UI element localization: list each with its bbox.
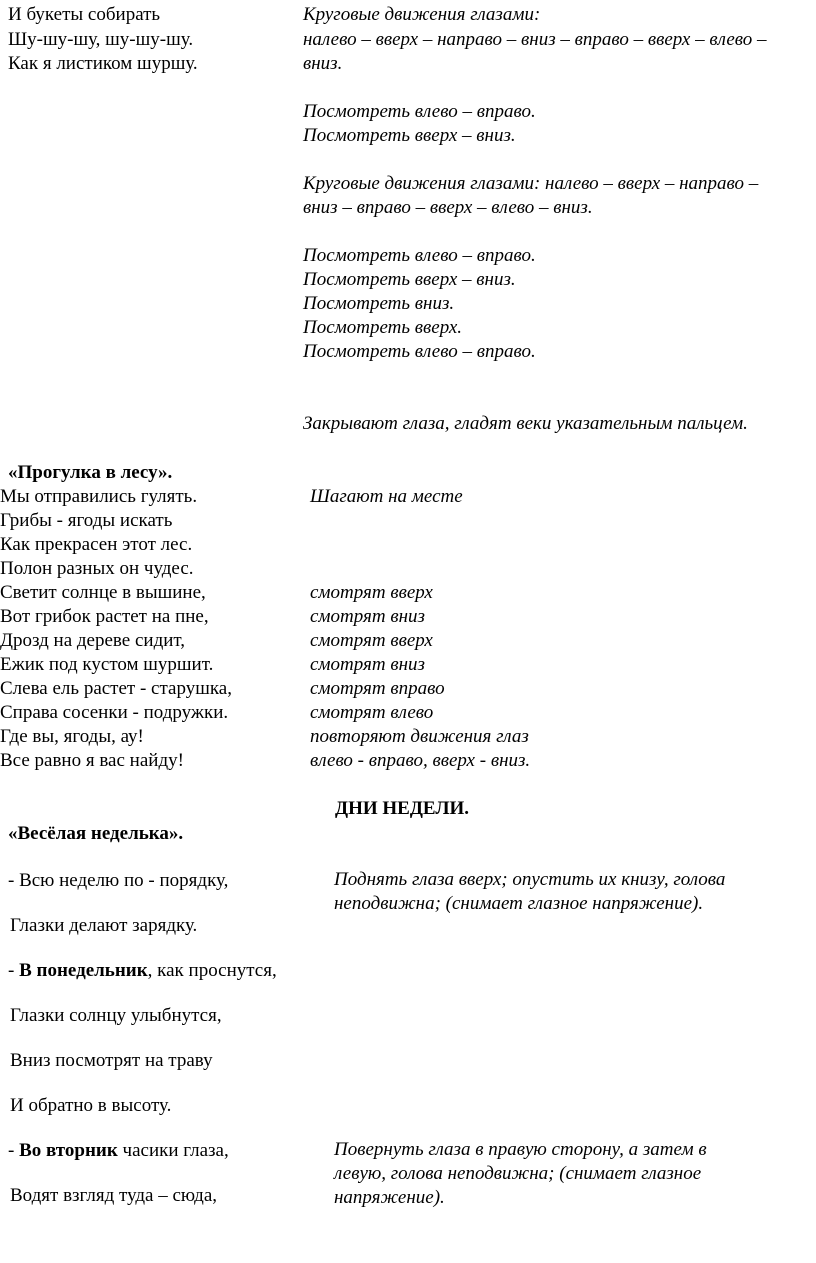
- instruction-line: вниз.: [303, 53, 343, 74]
- verse-line: Все равно я вас найду!: [0, 750, 184, 771]
- verse-line: Грибы - ягоды искать: [0, 510, 173, 531]
- instruction-block: Повернуть глаза в правую сторону, а затем в левую, голова неподвижна; (снимает глазное напряжение).: [334, 1139, 707, 1208]
- instruction-line: Посмотреть вверх – вниз.: [303, 269, 516, 290]
- verse-line: Мы отправились гулять.: [0, 486, 198, 507]
- verse-line: Вот грибок растет на пне,: [0, 606, 209, 627]
- instruction-line: смотрят вверх: [310, 582, 433, 603]
- instruction-line: смотрят вниз: [310, 654, 425, 675]
- instruction-line: смотрят вверх: [310, 630, 433, 651]
- instruction-line: повторяют движения глаз: [310, 726, 529, 747]
- instruction-line: Посмотреть влево – вправо.: [303, 245, 536, 266]
- instruction-line: налево – вверх – направо – вниз – вправо – вверх – влево –: [303, 29, 767, 50]
- section-heading: ДНИ НЕДЕЛИ.: [335, 798, 470, 819]
- verse-line: Глазки солнцу улыбнутся,: [10, 1005, 222, 1026]
- instruction-line: вниз – вправо – вверх – влево – вниз.: [303, 197, 593, 218]
- verse-line: Водят взгляд туда – сюда,: [10, 1185, 217, 1206]
- instruction-line: Посмотреть вверх – вниз.: [303, 125, 516, 146]
- verse-line: Ежик под кустом шуршит.: [0, 654, 214, 675]
- verse-line: [8, 1140, 229, 1162]
- instruction-line: Посмотреть вверх.: [303, 317, 463, 338]
- weekday-tuesday: Во вторник: [19, 1140, 118, 1161]
- instruction-line: смотрят влево: [310, 702, 434, 723]
- verse-text: часики глаза,: [117, 1140, 229, 1161]
- instruction-line: Посмотреть влево – вправо.: [303, 341, 536, 362]
- instruction-line: Круговые движения глазами: налево – вверх – направо –: [303, 173, 759, 194]
- instruction-line: влево - вправо, вверх - вниз.: [310, 750, 531, 771]
- instruction-line: Посмотреть влево – вправо.: [303, 101, 536, 122]
- verse-line: Как я листиком шуршу.: [8, 53, 198, 74]
- dash: -: [8, 960, 20, 981]
- verse-line: - Всю неделю по - порядку,: [8, 870, 229, 891]
- instruction-line: Круговые движения глазами:: [303, 4, 541, 25]
- verse-line: Светит солнце в вышине,: [0, 582, 206, 603]
- instruction-line: Посмотреть вниз.: [303, 293, 455, 314]
- dash: -: [8, 1140, 20, 1161]
- verse-line: Справа сосенки - подружки.: [0, 702, 229, 723]
- verse-text: , как проснутся,: [147, 960, 277, 981]
- verse-line: Где вы, ягоды, ау!: [0, 726, 144, 747]
- instruction-line: смотрят вправо: [310, 678, 445, 699]
- verse-line: Шу-шу-шу, шу-шу-шу.: [8, 29, 194, 50]
- instruction-block: Поднять глаза вверх; опустить их книзу, голова неподвижна; (снимает глазное напряжение).: [334, 869, 726, 914]
- verse-line: Слева ель растет - старушка,: [0, 678, 232, 699]
- instruction-line: Шагают на месте: [310, 486, 463, 507]
- verse-line: [8, 960, 277, 982]
- weekday-monday: В понедельник: [19, 960, 148, 981]
- section-title: «Весёлая неделька».: [8, 823, 184, 844]
- section-title: «Прогулка в лесу».: [8, 462, 173, 483]
- instruction-line: смотрят вниз: [310, 606, 425, 627]
- verse-line: И обратно в высоту.: [10, 1095, 172, 1116]
- verse-line: И букеты собирать: [8, 4, 161, 25]
- verse-line: Полон разных он чудес.: [0, 558, 194, 579]
- instruction-line: Закрывают глаза, гладят веки указательным пальцем.: [303, 413, 748, 434]
- verse-line: Глазки делают зарядку.: [10, 915, 198, 936]
- verse-line: Вниз посмотрят на траву: [10, 1050, 213, 1071]
- verse-line: Как прекрасен этот лес.: [0, 534, 193, 555]
- verse-line: Дрозд на дереве сидит,: [0, 630, 186, 651]
